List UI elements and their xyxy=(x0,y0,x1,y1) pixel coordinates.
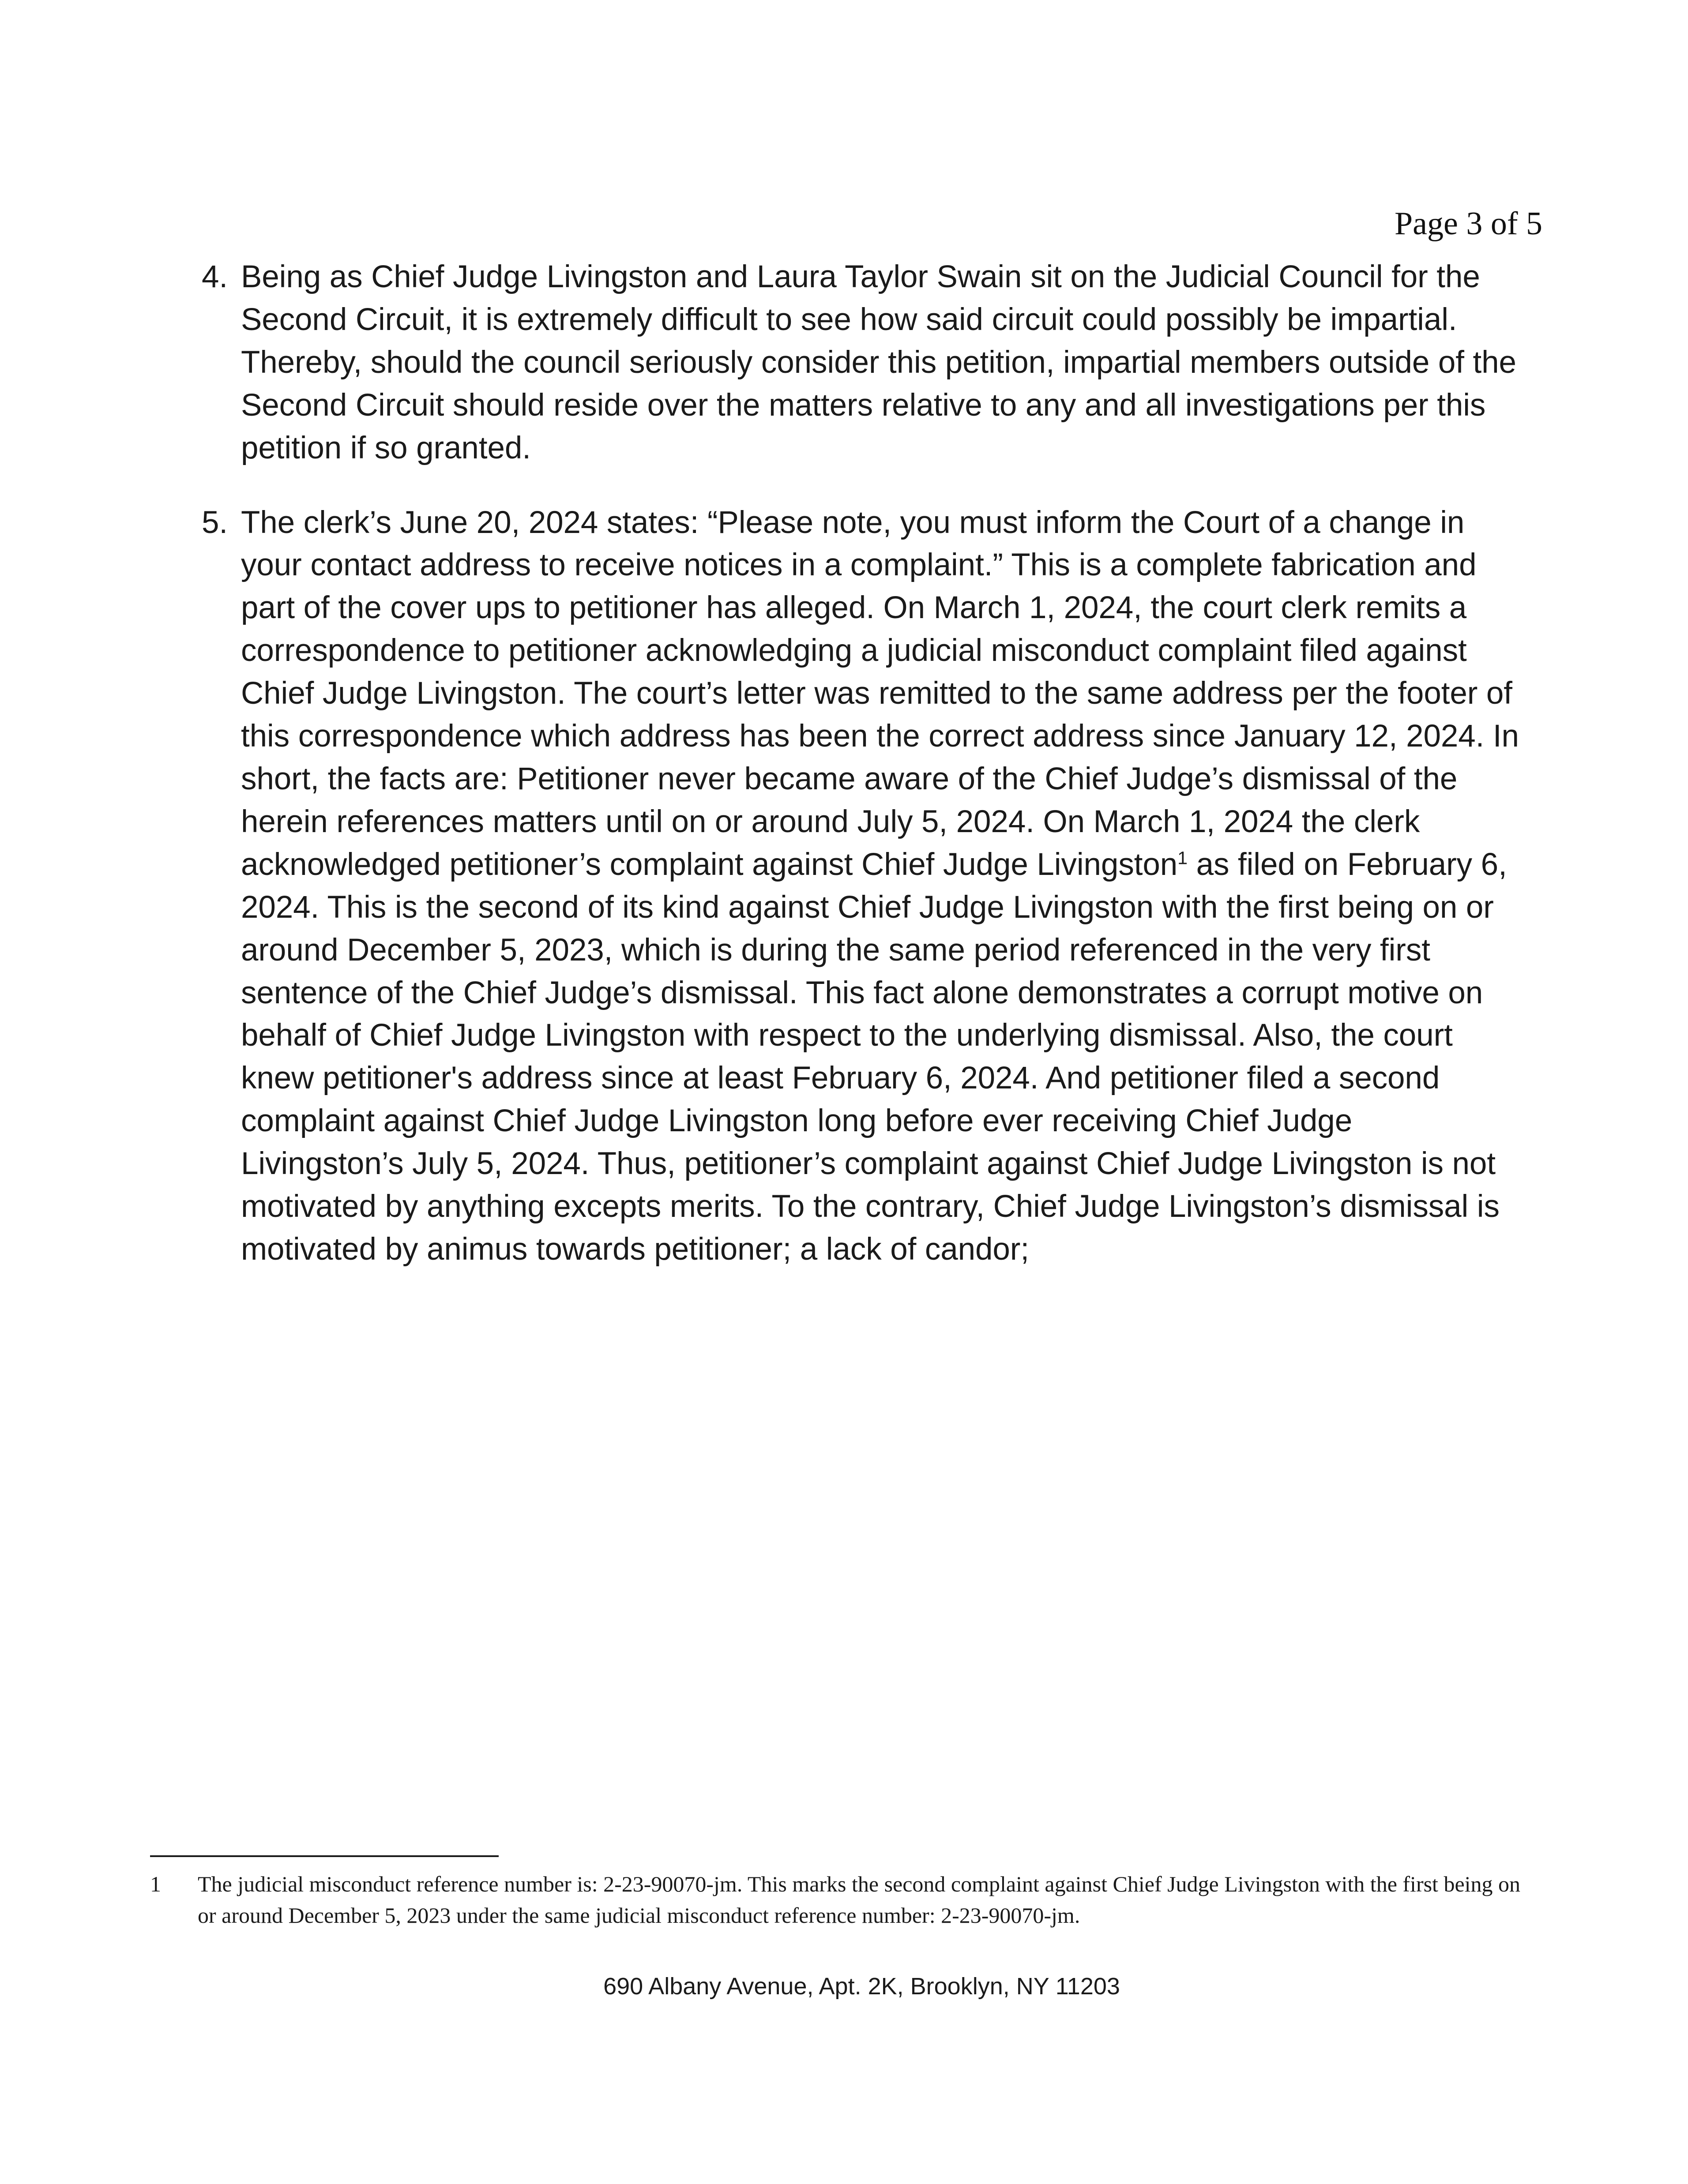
footnote-reference-marker[interactable]: 1 xyxy=(1177,848,1188,868)
page-footer xyxy=(0,1974,1688,1998)
list-item-text: Being as Chief Judge Livingston and Laura Taylor Swain sit on the Judicial Council for the Second Circuit, it is extremely difficult to see how said circuit could possibly be impartial. Thereby, should the council seriously consider this petition, impartial members outside of the Second Circuit should reside over the matters relative to any and all investigations per this petition if so granted. xyxy=(241,259,1516,465)
numbered-list xyxy=(185,256,1523,1271)
footnote-number: 1 xyxy=(150,1872,161,1896)
document-body xyxy=(185,256,1523,1303)
list-item xyxy=(185,256,1523,470)
footer-address: 690 Albany Avenue, Apt. 2K, Brooklyn, NY 11203 xyxy=(603,1973,1120,2000)
footnote-separator-rule xyxy=(150,1855,499,1857)
list-item-text xyxy=(241,502,1523,1271)
list-item xyxy=(185,502,1523,1271)
list-item-marker: 5. xyxy=(201,505,228,540)
footnote-area xyxy=(150,1855,1531,1931)
footnote xyxy=(150,1869,1531,1931)
paragraph-text-before-footnote: The clerk’s June 20, 2024 states: “Please note, you must inform the Court of a change in your contact address to receive notices in a complaint.” This is a complete fabrication and part of the cover ups to petitioner has alleged. On March 1, 2024, the court clerk remits a correspondence to petitioner acknowledging a judicial misconduct complaint filed against Chief Judge Livingston. The court’s letter was remitted to the same address per the footer of this correspondence which address has been the correct address since January 12, 2024. In short, the facts are: Petitioner never became aware of the Chief Judge’s dismissal of the herein references matters until on or around July 5, 2024. On March 1, 2024 the clerk acknowledged petitioner’s complaint against Chief Judge Livingston xyxy=(241,505,1519,882)
paragraph-text-after-footnote: as filed on February 6, 2024. This is the second of its kind against Chief Judge Livingston with the first being on or around December 5, 2023, which is during the same period referenced in the very first sentence of the Chief Judge’s dismissal. This fact alone demonstrates a corrupt motive on behalf of Chief Judge Livingston with respect to the underlying dismissal. Also, the court knew petitioner's address since at least February 6, 2024. And petitioner filed a second complaint against Chief Judge Livingston long before ever receiving Chief Judge Livingston’s July 5, 2024. Thus, petitioner’s complaint against Chief Judge Livingston is not motivated by anything excepts merits. To the contrary, Chief Judge Livingston’s dismissal is motivated by animus towards petitioner; a lack of candor; xyxy=(241,847,1507,1267)
page-number-label: Page 3 of 5 xyxy=(1395,206,1542,242)
footnote-text: The judicial misconduct reference number is: 2-23-90070-jm. This marks the second complaint against Chief Judge Livingston with the first being on or around December 5, 2023 under the same judicial misconduct reference number: 2-23-90070-jm. xyxy=(198,1872,1521,1928)
list-item-marker: 4. xyxy=(201,259,228,294)
